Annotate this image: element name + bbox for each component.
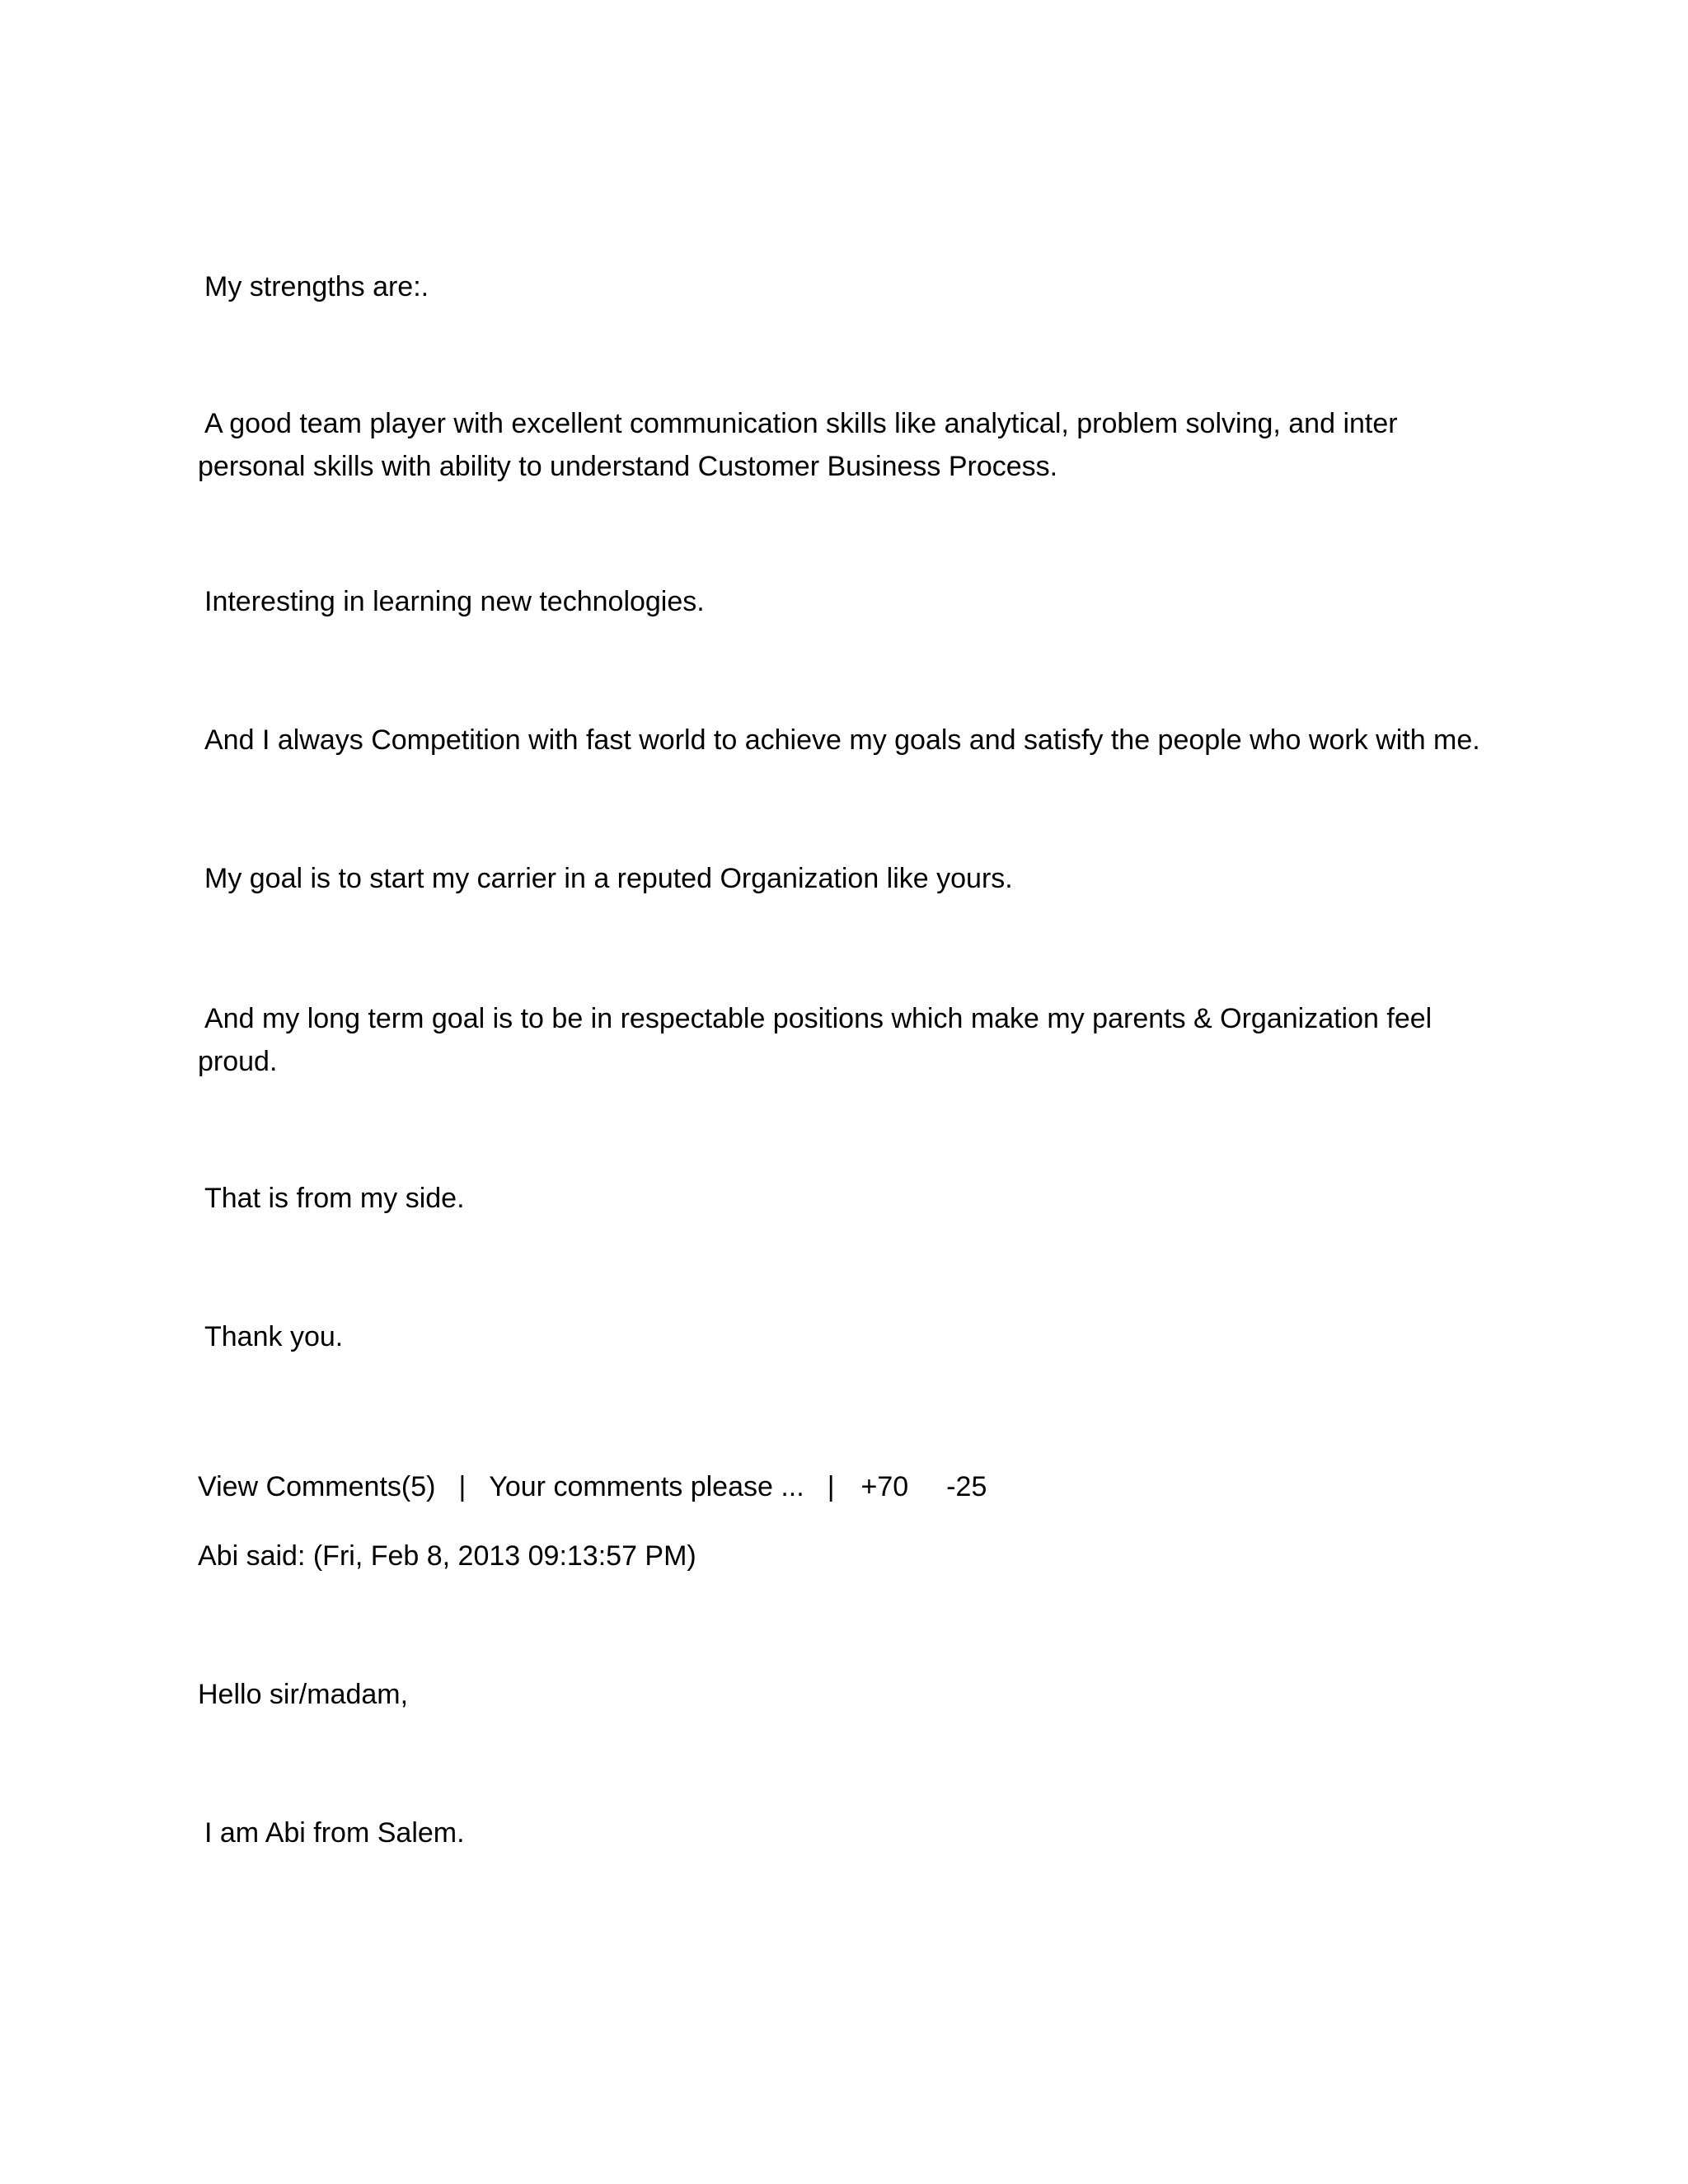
vote-down-count[interactable]: -25 (946, 1471, 987, 1502)
comment-greeting: Hello sir/madam, (198, 1679, 409, 1710)
thank-you-paragraph: Thank you. (204, 1321, 344, 1352)
long-term-goal-paragraph: And my long term goal is to be in respectable positions which make my parents & Organization feel proud. (198, 1003, 1432, 1077)
closing-paragraph: That is from my side. (204, 1183, 465, 1214)
goal-paragraph: My goal is to start my carrier in a reputed Organization like yours. (204, 863, 1013, 894)
comment-actions-bar (198, 1465, 987, 1508)
actions-separator: | (827, 1471, 835, 1502)
strengths-heading: My strengths are:. (204, 271, 429, 302)
comment-intro: I am Abi from Salem. (204, 1817, 465, 1849)
actions-separator: | (458, 1471, 467, 1502)
strength-competition-paragraph: And I always Competition with fast world to achieve my goals and satisfy the people who work with me. (204, 724, 1480, 756)
strength-learning-paragraph: Interesting in learning new technologies. (204, 586, 705, 617)
view-comments-link[interactable]: View Comments(5) (198, 1471, 436, 1502)
strength-teamwork-paragraph: A good team player with excellent communication skills like analytical, problem solving, and inter personal skills with ability to understand Customer Business Process. (198, 408, 1398, 482)
vote-up-count[interactable]: +70 (860, 1471, 909, 1502)
comment-header: Abi said: (Fri, Feb 8, 2013 09:13:57 PM) (198, 1540, 696, 1572)
your-comments-link[interactable]: Your comments please ... (489, 1471, 804, 1502)
